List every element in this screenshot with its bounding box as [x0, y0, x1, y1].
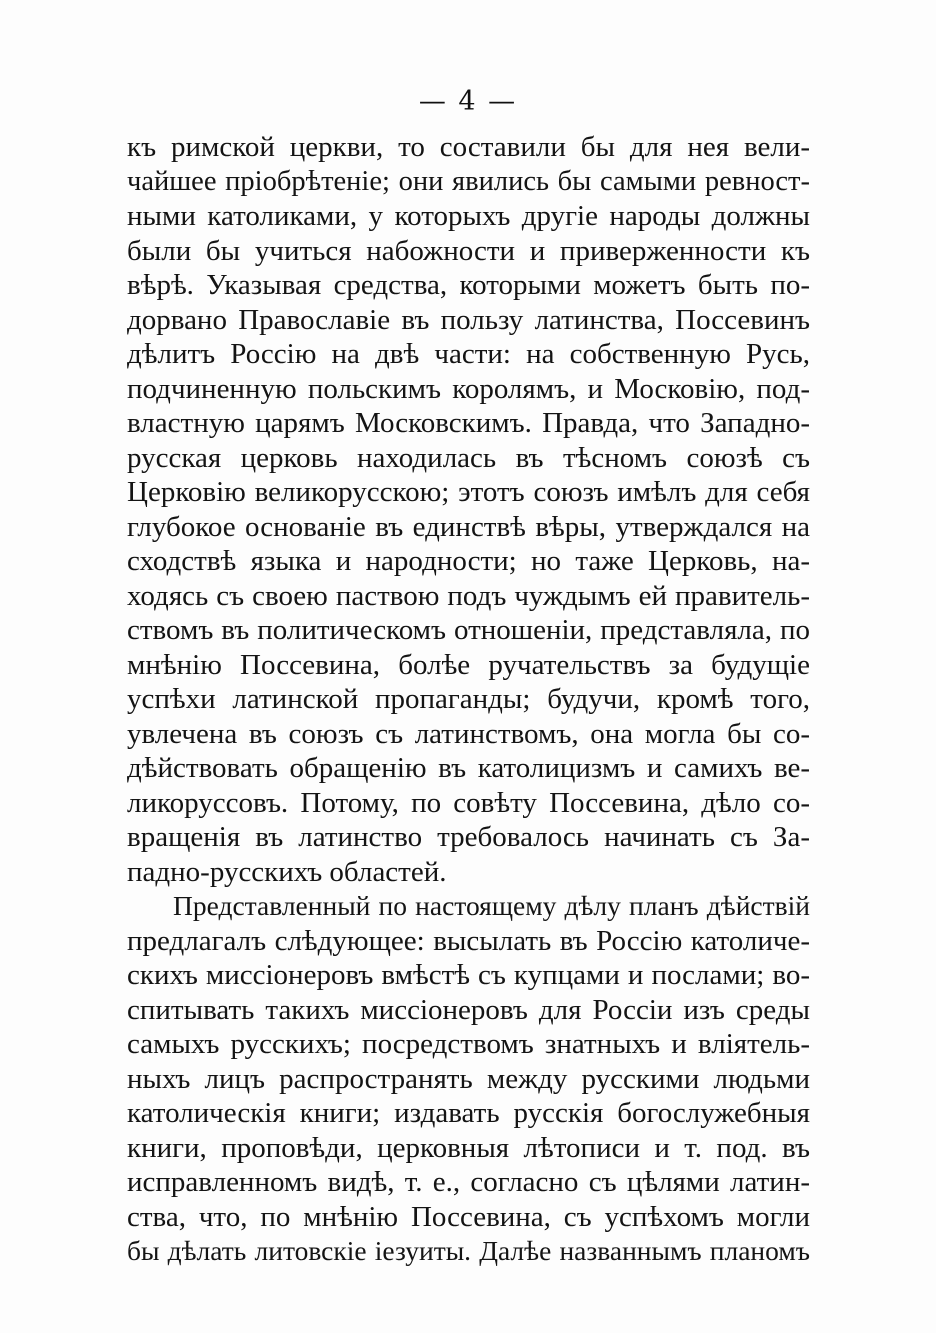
text-line: предлагалъ слѣдующее: высылать въ Россію католиче- — [127, 924, 810, 957]
text-line: падно-русскихъ областей. — [127, 855, 447, 888]
text-line: вѣрѣ. Указывая средства, которыми можетъ быть по- — [127, 269, 810, 301]
body-text — [127, 130, 810, 1269]
text-line: дорвано Православіе въ пользу латинства, Поссевинъ — [127, 303, 810, 336]
text-line: русская церковь находилась въ тѣсномъ союзѣ съ — [127, 441, 810, 474]
text-line: спитывать такихъ миссіонеровъ для Россіи изъ среды — [127, 993, 810, 1026]
text-line: католическія книги; издавать русскія богослужебныя — [127, 1097, 810, 1129]
text-line: ликоруссовъ. Потому, по совѣту Поссевина, дѣло со- — [127, 786, 810, 819]
text-line: скихъ миссіонеровъ вмѣстѣ съ купцами и послами; во- — [127, 959, 810, 991]
text-line: подчиненную польскимъ королямъ, и Московію, под- — [127, 372, 810, 405]
text-line: дѣйствовать обращенію въ католицизмъ и самихъ ве- — [127, 752, 810, 784]
text-line: ствомъ въ политическомъ отношеніи, представляла, по — [127, 614, 810, 646]
text-line: Представленный по настоящему дѣлу планъ дѣйствій — [173, 890, 810, 921]
text-line: ходясь съ своею паствою подъ чуждымъ ей правитель- — [127, 579, 810, 612]
text-line: были бы учиться набожности и приверженности къ — [127, 234, 810, 267]
text-line: къ римской церкви, то составили бы для нея вели- — [127, 131, 810, 163]
page-number: — 4 — — [418, 86, 518, 117]
text-line: мнѣнію Поссевина, болѣе ручательствъ за будущіе — [127, 648, 810, 681]
text-line: глубокое основаніе въ единствѣ вѣры, утверждался на — [127, 510, 810, 543]
text-line: властную царямъ Московскимъ. Правда, что Западно- — [127, 407, 810, 439]
text-line: бы дѣлать литовскіе іезуиты. Далѣе названнымъ планомъ — [127, 1235, 810, 1266]
text-line: чайшее пріобрѣтеніе; они явились бы самыми ревност- — [127, 165, 810, 197]
text-line: книги, проповѣди, церковныя лѣтописи и т. под. въ — [127, 1131, 810, 1164]
text-line: Церковію великорусскою; этотъ союзъ имѣлъ для себя — [127, 476, 810, 508]
text-line: самыхъ русскихъ; посредствомъ знатныхъ и вліятель- — [127, 1028, 810, 1060]
text-line: дѣлитъ Россію на двѣ части: на собственную Русь, — [127, 338, 810, 370]
text-line: успѣхи латинской пропаганды; будучи, кромѣ того, — [127, 683, 810, 715]
text-line: сходствѣ языка и народности; но таже Церковь, на- — [127, 545, 810, 577]
text-line: увлечена въ союзъ съ латинствомъ, она могла бы со- — [127, 717, 810, 750]
text-line: ства, что, по мнѣнію Поссевина, съ успѣхомъ могли — [127, 1200, 810, 1233]
text-line: исправленномъ видѣ, т. е., согласно съ цѣлями латин- — [127, 1166, 810, 1198]
text-line: ными католиками, у которыхъ другіе народы должны — [127, 200, 810, 232]
text-line: вращенія въ латинство требовалось начинать съ За- — [127, 821, 810, 853]
text-line: ныхъ лицъ распространять между русскими людьми — [127, 1062, 810, 1095]
